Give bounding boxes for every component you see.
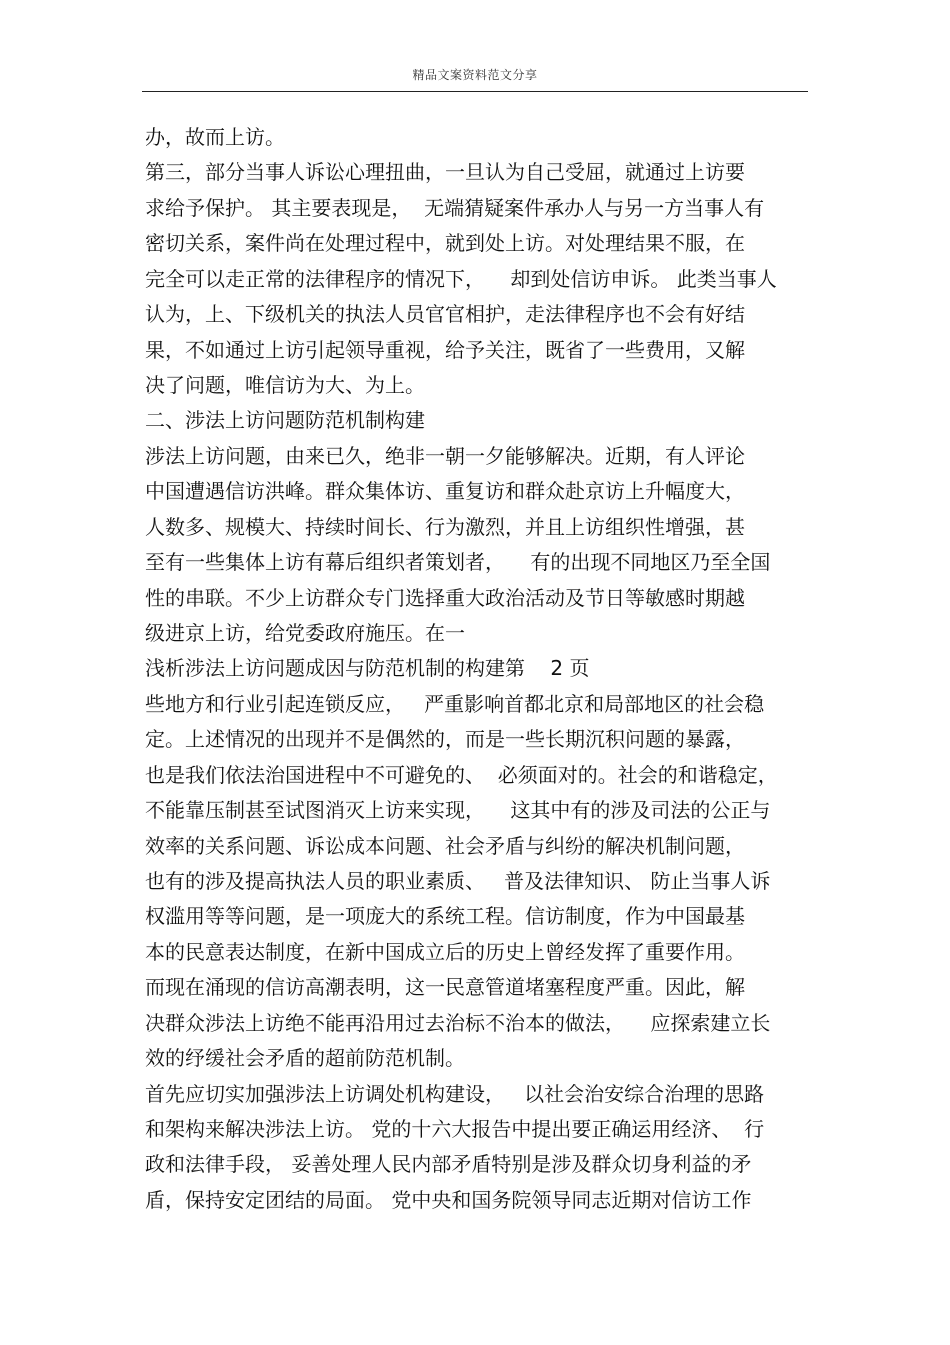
text-line: 认为，上、下级机关的执法人员官官相护，走法律程序也不会有好结 bbox=[145, 302, 745, 326]
text-line: 和架构来解决涉法上访。 党的十六大报告中提出要正确运用经济、 行 bbox=[145, 1117, 765, 1141]
text-line: 盾，保持安定团结的局面。 党中央和国务院领导同志近期对信访工作 bbox=[145, 1188, 752, 1212]
text-line: 也是我们依法治国进程中不可避免的、 必须面对的。社会的和谐稳定， bbox=[145, 763, 778, 787]
header-divider bbox=[142, 91, 808, 92]
text-line: 完全可以走正常的法律程序的情况下， 却到处信访申诉。 此类当事人 bbox=[145, 267, 777, 291]
page-header-title: 精品文案资料范文分享 bbox=[412, 68, 538, 82]
text-line: 涉法上访问题，由来已久，绝非一朝一夕能够解决。近期，有人评论 bbox=[145, 444, 745, 468]
text-line: 本的民意表达制度，在新中国成立后的历史上曾经发挥了重要作用。 bbox=[145, 940, 745, 964]
text-line: 效率的关系问题、诉讼成本问题、社会矛盾与纠纷的解决机制问题， bbox=[145, 834, 745, 858]
text-line: 首先应切实加强涉法上访调处机构建设， 以社会治安综合治理的思路 bbox=[145, 1082, 765, 1106]
text-line: 求给予保护。 其主要表现是， 无端猜疑案件承办人与另一方当事人有 bbox=[145, 196, 765, 220]
text-line: 至有一些集体上访有幕后组织者策划者， 有的出现不同地区乃至全国 bbox=[145, 550, 771, 574]
text-line: 些地方和行业引起连锁反应， 严重影响首都北京和局部地区的社会稳 bbox=[145, 692, 765, 716]
section-heading: 二、涉法上访问题防范机制构建 bbox=[145, 408, 425, 432]
text-line: 而现在涌现的信访高潮表明，这一民意管道堵塞程度严重。因此，解 bbox=[145, 975, 745, 999]
text-line: 不能靠压制甚至试图消灭上访来实现， 这其中有的涉及司法的公正与 bbox=[145, 798, 771, 822]
text-line: 也有的涉及提高执法人员的职业素质、 普及法律知识、 防止当事人诉 bbox=[145, 869, 771, 893]
text-line: 人数多、规模大、持续时间长、行为激烈，并且上访组织性增强，甚 bbox=[145, 515, 745, 539]
text-line: 办，故而上访。 bbox=[145, 125, 285, 149]
text-line: 定。上述情况的出现并不是偶然的，而是一些长期沉积问题的暴露， bbox=[145, 727, 745, 751]
text-line: 第三，部分当事人诉讼心理扭曲，一旦认为自己受屈，就通过上访要 bbox=[145, 160, 745, 184]
text-line: 政和法律手段， 妥善处理人民内部矛盾特别是涉及群众切身利益的矛 bbox=[145, 1152, 752, 1176]
text-line: 决群众涉法上访绝不能再沿用过去治标不治本的做法， 应探索建立长 bbox=[145, 1011, 771, 1035]
text-line: 权滥用等等问题，是一项庞大的系统工程。信访制度，作为中国最基 bbox=[145, 904, 745, 928]
text-line: 效的纾缓社会矛盾的超前防范机制。 bbox=[145, 1046, 465, 1070]
text-line: 决了问题，唯信访为大、为上。 bbox=[145, 373, 425, 397]
text-line: 中国遭遇信访洪峰。群众集体访、重复访和群众赴京访上升幅度大， bbox=[145, 479, 745, 503]
text-line: 密切关系，案件尚在处理过程中，就到处上访。对处理结果不服，在 bbox=[145, 231, 745, 255]
text-line: 性的串联。不少上访群众专门选择重大政治活动及节日等敏感时期越 bbox=[145, 586, 745, 610]
text-line: 果，不如通过上访引起领导重视，给予关注，既省了一些费用，又解 bbox=[145, 338, 745, 362]
text-line: 级进京上访，给党委政府施压。在一 bbox=[145, 621, 465, 645]
page-break-label: 浅析涉法上访问题成因与防范机制的构建第 2 页 bbox=[145, 656, 590, 680]
